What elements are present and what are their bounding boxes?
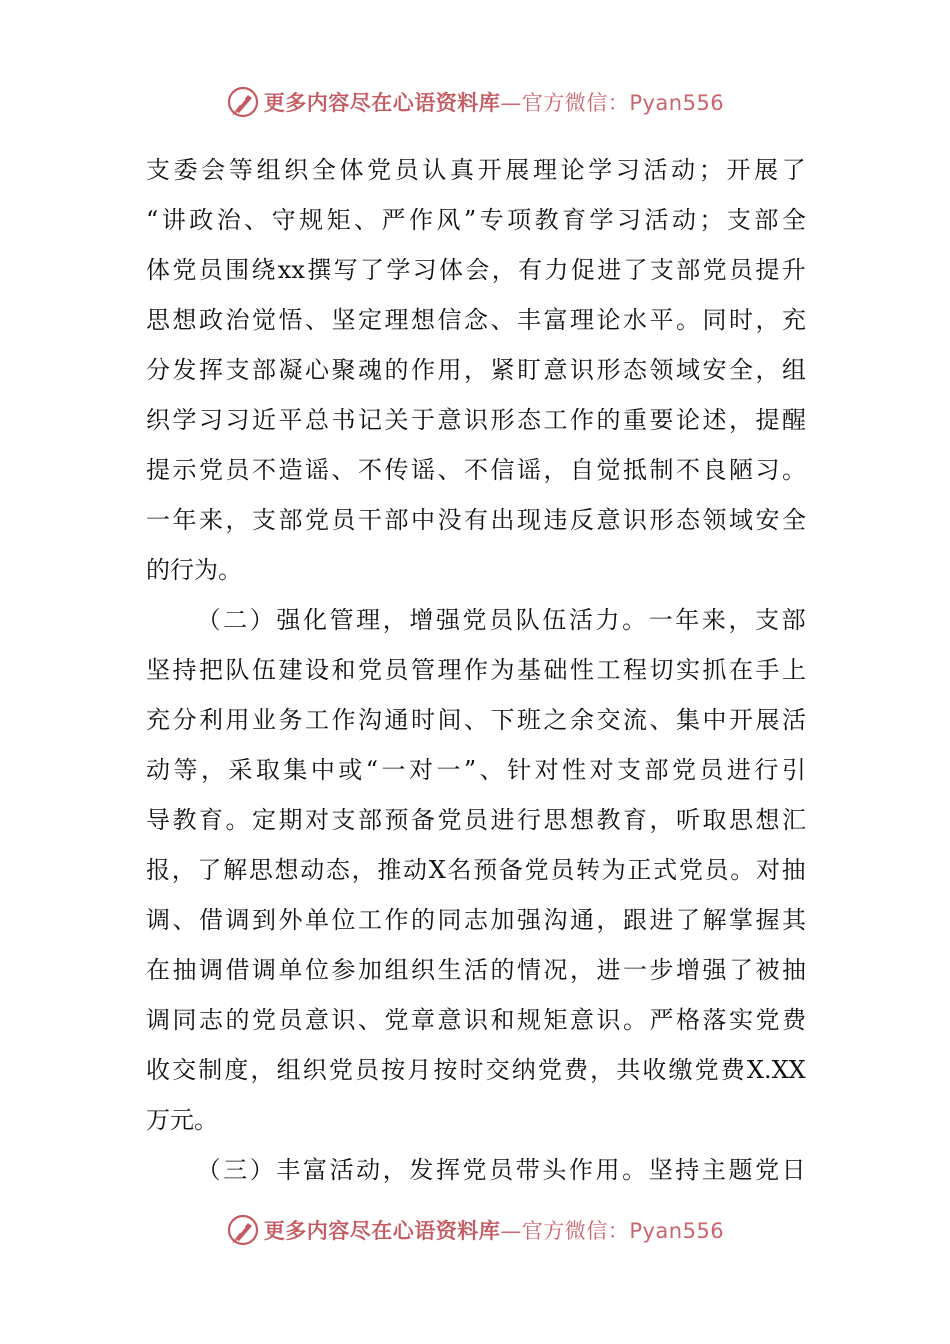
text-line: 万元。 xyxy=(146,1106,218,1134)
header-watermark xyxy=(0,80,950,124)
watermark-text xyxy=(264,1215,724,1245)
text-line: 思 想 政 治 觉 悟 、 坚 定 理 想 信 念 、 丰 富 理 论 水 平 。 同 时 ， 充 xyxy=(146,306,806,334)
text-line: 导 教 育 。 定 期 对 支 部 预 备 党 员 进 行 思 想 教 育 ， 听 取 思 想 汇 xyxy=(146,806,806,834)
watermark-wechat-id: Pyan556 xyxy=(629,1219,725,1243)
text-line: 的行为。 xyxy=(146,556,242,584)
watermark-dash: — xyxy=(500,1219,522,1243)
text-line: 支 委 会 等 组 织 全 体 党 员 认 真 开 展 理 论 学 习 活 动 ； 开 展 了 xyxy=(146,156,806,184)
pen-nib-circle-icon xyxy=(226,1213,260,1247)
text-line: 提 示 党 员 不 造 谣 、 不 传 谣 、 不 信 谣 ， 自 觉 抵 制 不 良 陋 习 。 xyxy=(146,456,806,484)
watermark-site: 更多内容尽在心语资料库 xyxy=(263,1218,501,1243)
text-line: 体 党 员 围 绕 xx 撰 写 了 学 习 体 会 ， 有 力 促 进 了 支 部 党 员 提 升 xyxy=(146,256,806,284)
text-line: （ 三 ） 丰 富 活 动 ， 发 挥 党 员 带 头 作 用 。 坚 持 主 题 党 日 xyxy=(196,1156,806,1184)
pen-nib-circle-icon xyxy=(226,85,260,119)
text-line: 在 抽 调 借 调 单 位 参 加 组 织 生 活 的 情 况 ， 进 一 步 增 强 了 被 抽 xyxy=(146,956,806,984)
watermark-wechat-label: 官方微信： xyxy=(521,1219,630,1243)
text-line: 坚 持 把 队 伍 建 设 和 党 员 管 理 作 为 基 础 性 工 程 切 实 抓 在 手 上 xyxy=(146,656,806,684)
text-line: 一 年 来 ， 支 部 党 员 干 部 中 没 有 出 现 违 反 意 识 形 态 领 域 安 全 xyxy=(146,506,806,534)
text-line: 分 发 挥 支 部 凝 心 聚 魂 的 作 用 ， 紧 盯 意 识 形 态 领 域 安 全 ， 组 xyxy=(146,356,806,384)
watermark-wechat-id: Pyan556 xyxy=(629,91,725,115)
text-line: 报 ， 了 解 思 想 动 态 ， 推 动 X 名 预 备 党 员 转 为 正 式 党 员 。 对 抽 xyxy=(146,856,806,884)
text-line: “ 讲 政 治 、 守 规 矩 、 严 作 风 ” 专 项 教 育 学 习 活 动 ； 支 部 全 xyxy=(146,206,806,234)
watermark-wechat-label: 官方微信： xyxy=(521,91,630,115)
text-line: 织 学 习 习 近 平 总 书 记 关 于 意 识 形 态 工 作 的 重 要 论 述 ， 提 醒 xyxy=(146,406,806,434)
watermark-dash: — xyxy=(500,91,522,115)
text-line: 动 等 ， 采 取 集 中 或 “ 一 对 一 ” 、 针 对 性 对 支 部 党 员 进 行 引 xyxy=(146,756,806,784)
document-body xyxy=(146,145,806,1195)
footer-watermark xyxy=(0,1208,950,1252)
text-line: 收 交 制 度 ， 组 织 党 员 按 月 按 时 交 纳 党 费 ， 共 收 缴 党 费 X.XX xyxy=(146,1056,806,1084)
text-line: （ 二 ） 强 化 管 理 ， 增 强 党 员 队 伍 活 力 。 一 年 来 ， 支 部 xyxy=(196,606,806,634)
watermark-text xyxy=(264,87,724,117)
watermark-site: 更多内容尽在心语资料库 xyxy=(263,90,501,115)
text-line: 调 同 志 的 党 员 意 识 、 党 章 意 识 和 规 矩 意 识 。 严 格 落 实 党 费 xyxy=(146,1006,806,1034)
text-line: 充 分 利 用 业 务 工 作 沟 通 时 间 、 下 班 之 余 交 流 、 集 中 开 展 活 xyxy=(146,706,806,734)
text-line: 调 、 借 调 到 外 单 位 工 作 的 同 志 加 强 沟 通 ， 跟 进 了 解 掌 握 其 xyxy=(146,906,806,934)
